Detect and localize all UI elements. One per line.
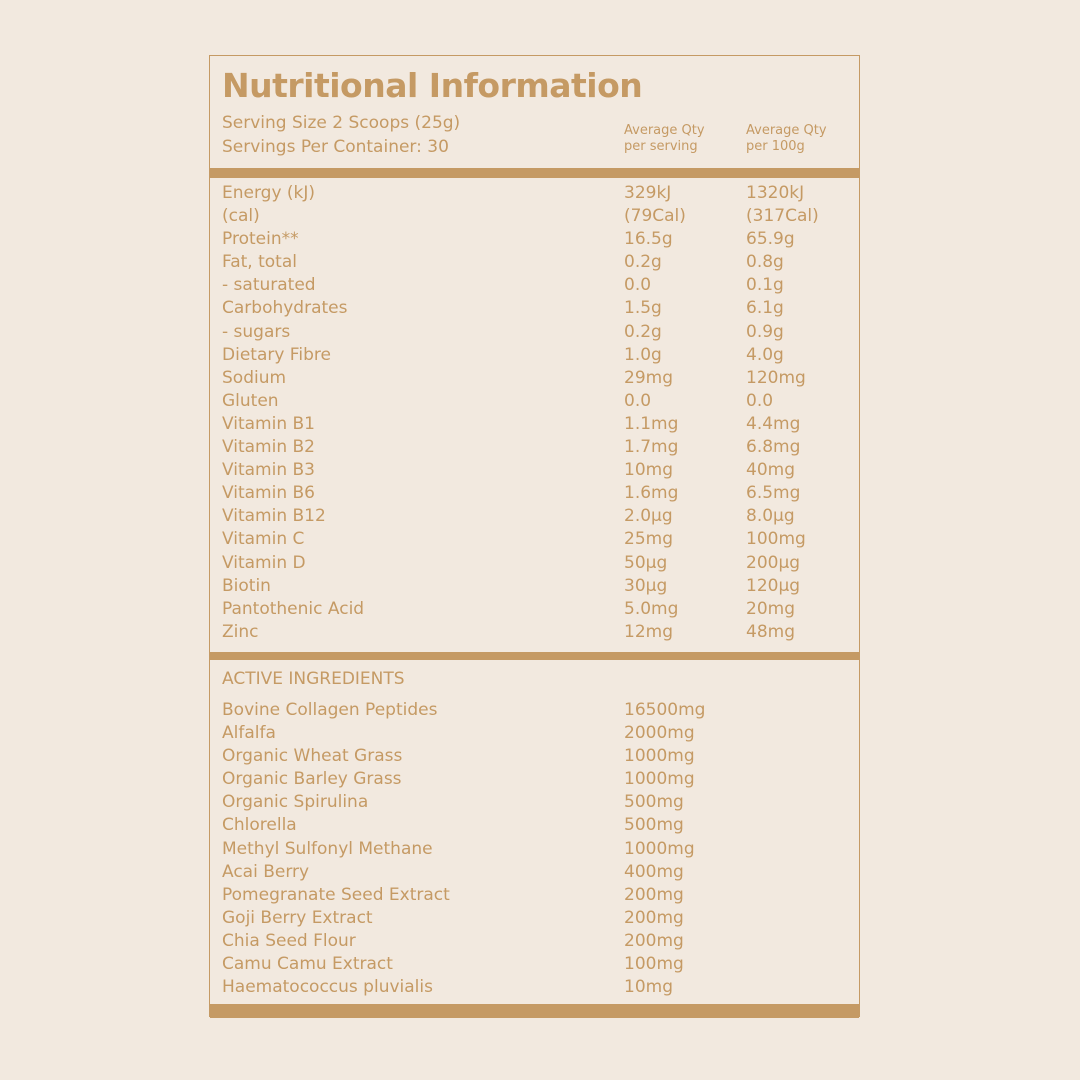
serving-size: Serving Size 2 Scoops (25g) (222, 113, 461, 133)
nutrient-per-serving: (79Cal) (624, 206, 686, 227)
nutrient-name: Vitamin C (222, 529, 305, 550)
nutrient-per-100g: 0.9g (746, 321, 784, 342)
ingredient-name: Methyl Sulfonyl Methane (222, 838, 433, 859)
nutrient-per-100g: 65.9g (746, 229, 795, 250)
nutrient-name: - sugars (222, 321, 291, 342)
nutrient-per-serving: 29mg (624, 367, 673, 388)
nutrient-per-100g: 200µg (746, 552, 801, 573)
nutrient-per-serving: 329kJ (624, 183, 672, 203)
active-ingredient-row (210, 953, 859, 976)
nutrient-name: Biotin (222, 575, 271, 596)
nutrient-per-serving: 0.2g (624, 321, 662, 342)
nutrient-row (210, 251, 859, 274)
ingredient-name: Bovine Collagen Peptides (222, 700, 438, 720)
active-ingredient-row (210, 884, 859, 907)
active-ingredient-row (210, 814, 859, 837)
nutrient-row (210, 390, 859, 413)
nutrient-per-100g: 8.0µg (746, 506, 795, 527)
nutrient-row (210, 436, 859, 459)
ingredient-name: Goji Berry Extract (222, 907, 373, 928)
nutrient-per-serving: 2.0µg (624, 506, 673, 527)
ingredient-name: Organic Wheat Grass (222, 746, 403, 767)
active-ingredient-row (210, 861, 859, 884)
ingredient-name: Pomegranate Seed Extract (222, 884, 450, 905)
ingredient-name: Camu Camu Extract (222, 954, 393, 975)
ingredient-name: Haematococcus pluvialis (222, 977, 433, 998)
ingredient-name: Acai Berry (222, 861, 310, 882)
nutrient-per-serving: 0.2g (624, 252, 662, 273)
ingredient-name: Alfalfa (222, 723, 276, 744)
active-ingredient-row (210, 907, 859, 930)
nutrient-row (210, 552, 859, 575)
nutrient-name: Vitamin B3 (222, 460, 316, 481)
nutrient-per-serving: 1.6mg (624, 483, 679, 504)
nutrient-per-100g: 0.0 (746, 390, 774, 411)
nutrient-row (210, 297, 859, 320)
ingredient-name: Organic Spirulina (222, 792, 369, 813)
column-header-per-serving-line2: per serving (624, 139, 698, 154)
nutrient-name: Fat, total (222, 252, 297, 273)
active-ingredient-row (210, 745, 859, 768)
nutrient-name: Protein** (222, 229, 299, 250)
nutrient-per-100g: 4.4mg (746, 413, 801, 434)
active-ingredient-row (210, 930, 859, 953)
ingredient-name: Chia Seed Flour (222, 930, 356, 951)
nutrient-per-100g: 6.1g (746, 298, 784, 319)
ingredient-amount: 1000mg (624, 838, 695, 859)
nutrient-per-serving: 50µg (624, 552, 668, 573)
nutrient-per-serving: 10mg (624, 460, 673, 481)
nutrient-row (210, 413, 859, 436)
ingredient-amount: 100mg (624, 954, 684, 975)
nutrient-per-100g: 0.1g (746, 275, 784, 296)
nutrient-row (210, 344, 859, 367)
ingredient-amount: 2000mg (624, 723, 695, 744)
active-ingredients-title: ACTIVE INGREDIENTS (222, 669, 405, 689)
nutrient-per-100g: 120mg (746, 367, 806, 388)
nutrient-per-serving: 30µg (624, 575, 668, 596)
nutrient-name: Dietary Fibre (222, 344, 331, 365)
nutrient-per-100g: 4.0g (746, 344, 784, 365)
nutrient-name: Pantothenic Acid (222, 598, 365, 619)
nutrient-name: Vitamin B2 (222, 437, 316, 458)
ingredient-name: Chlorella (222, 815, 297, 836)
nutrient-per-serving: 1.5g (624, 298, 662, 319)
active-ingredient-row (210, 976, 859, 999)
nutrient-name: Carbohydrates (222, 298, 348, 319)
active-ingredient-row (210, 722, 859, 745)
nutrient-name: Vitamin D (222, 552, 306, 573)
nutrient-row (210, 528, 859, 551)
nutrient-per-100g: (317Cal) (746, 206, 819, 227)
active-ingredient-row (210, 699, 859, 722)
ingredient-amount: 200mg (624, 930, 684, 951)
active-ingredient-row (210, 791, 859, 814)
nutrient-per-serving: 25mg (624, 529, 673, 550)
ingredient-name: Organic Barley Grass (222, 769, 402, 790)
nutrient-row (210, 621, 859, 644)
nutrition-panel (209, 55, 860, 1017)
nutrient-per-serving: 1.0g (624, 344, 662, 365)
column-header-per-serving-line1: Average Qty (624, 123, 705, 138)
nutrient-per-100g: 0.8g (746, 252, 784, 273)
divider-bar-bottom (210, 1004, 859, 1018)
nutrient-name: Vitamin B1 (222, 413, 316, 434)
nutrient-per-serving: 0.0 (624, 275, 652, 296)
nutrient-row (210, 367, 859, 390)
nutrient-name: Sodium (222, 367, 287, 388)
nutrient-per-100g: 40mg (746, 460, 795, 481)
ingredient-amount: 500mg (624, 792, 684, 813)
nutrient-per-100g: 100mg (746, 529, 806, 550)
nutrient-name: Gluten (222, 390, 279, 411)
divider-bar-middle (210, 652, 859, 660)
nutrient-row (210, 575, 859, 598)
ingredient-amount: 500mg (624, 815, 684, 836)
servings-per-container: Servings Per Container: 30 (222, 137, 449, 157)
nutrient-per-100g: 1320kJ (746, 183, 805, 203)
nutrient-per-serving: 5.0mg (624, 598, 679, 619)
nutrient-name: (cal) (222, 206, 260, 227)
panel-title: Nutritional Information (222, 66, 643, 105)
column-header-per-100g-line2: per 100g (746, 139, 805, 154)
nutrient-row (210, 598, 859, 621)
nutrient-per-100g: 120µg (746, 575, 801, 596)
column-header-per-100g-line1: Average Qty (746, 123, 827, 138)
ingredient-amount: 1000mg (624, 769, 695, 790)
nutrients-table (210, 182, 859, 644)
column-header-per-100g (746, 123, 827, 155)
nutrient-name: - saturated (222, 275, 316, 296)
nutrient-row (210, 482, 859, 505)
ingredient-amount: 200mg (624, 884, 684, 905)
nutrient-row (210, 459, 859, 482)
nutrient-row (210, 274, 859, 297)
nutrient-row (210, 505, 859, 528)
nutrient-per-100g: 6.8mg (746, 437, 801, 458)
nutrient-name: Vitamin B12 (222, 506, 326, 527)
nutrient-row (210, 205, 859, 228)
active-ingredient-row (210, 838, 859, 861)
nutrient-row (210, 228, 859, 251)
ingredient-amount: 1000mg (624, 746, 695, 767)
nutrient-per-serving: 12mg (624, 621, 673, 642)
nutrient-per-100g: 20mg (746, 598, 795, 619)
nutrient-row (210, 182, 859, 205)
nutrient-per-serving: 16.5g (624, 229, 673, 250)
ingredient-amount: 200mg (624, 907, 684, 928)
nutrient-per-serving: 1.1mg (624, 413, 679, 434)
nutrient-per-serving: 0.0 (624, 390, 652, 411)
active-ingredient-row (210, 768, 859, 791)
nutrient-name: Vitamin B6 (222, 483, 316, 504)
nutrient-row (210, 321, 859, 344)
ingredient-amount: 16500mg (624, 700, 706, 720)
serving-info (222, 111, 460, 159)
column-header-per-serving (624, 123, 705, 155)
ingredient-amount: 400mg (624, 861, 684, 882)
nutrient-per-100g: 48mg (746, 621, 795, 642)
nutrient-per-100g: 6.5mg (746, 483, 801, 504)
divider-bar-top (210, 168, 859, 178)
ingredient-amount: 10mg (624, 977, 673, 998)
active-ingredients-list (210, 699, 859, 999)
nutrient-per-serving: 1.7mg (624, 437, 679, 458)
nutrient-name: Zinc (222, 621, 259, 642)
nutrient-name: Energy (kJ) (222, 183, 316, 203)
